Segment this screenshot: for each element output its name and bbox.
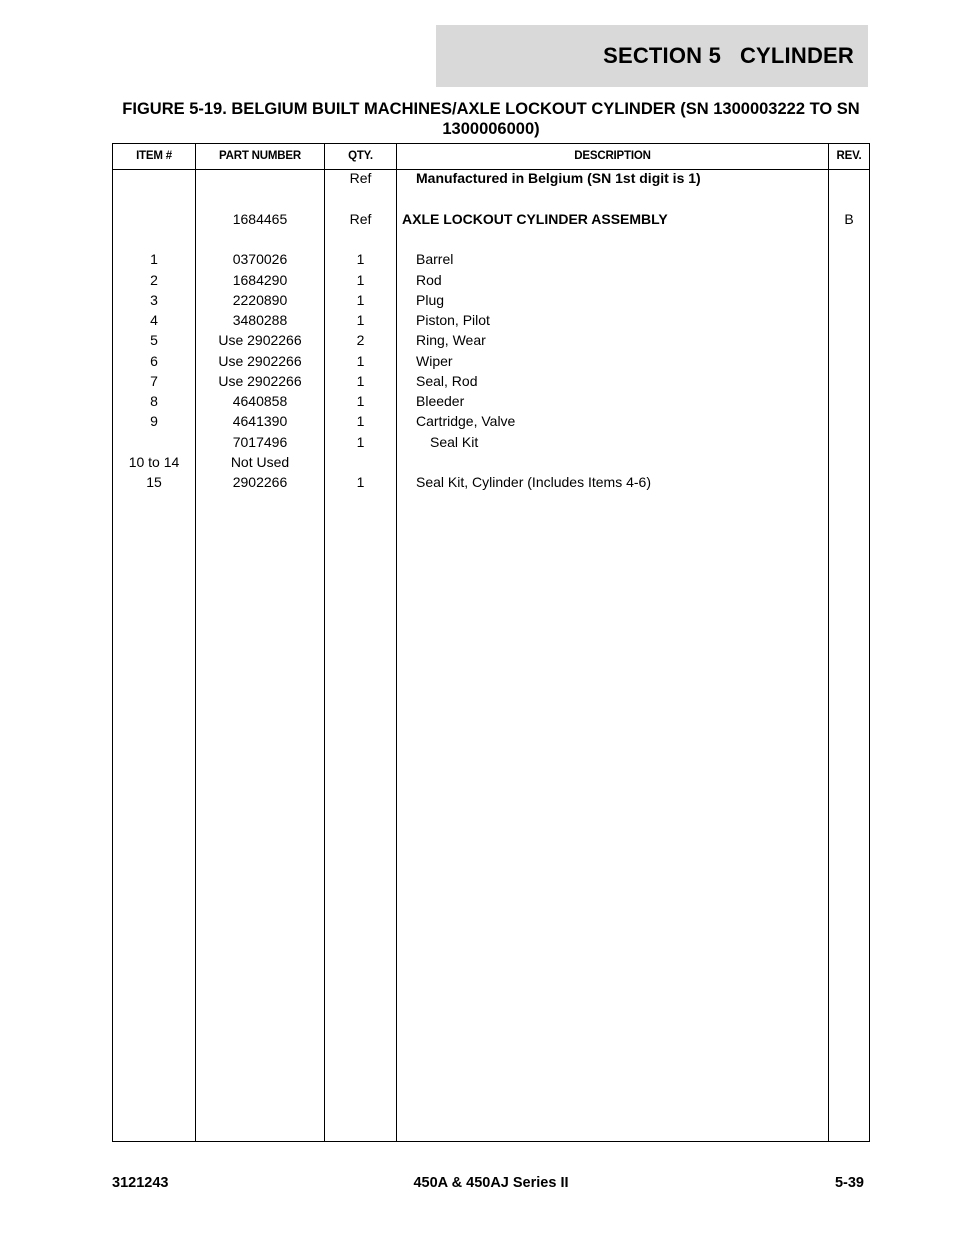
table-row (113, 371, 869, 391)
row-qty: 1 (356, 353, 365, 369)
footer-page-number: 5-39 (834, 1175, 864, 1191)
row-description: Manufactured in Belgium (SN 1st digit is 1) (416, 170, 701, 186)
row-item: 15 (146, 474, 162, 490)
table-row (113, 209, 869, 229)
row-item: 8 (150, 393, 158, 409)
row-part-number: 3480288 (232, 312, 288, 328)
row-description: Rod (416, 272, 442, 288)
table-row (113, 290, 869, 310)
row-qty: 2 (356, 332, 365, 348)
row-qty: 1 (356, 373, 365, 389)
row-item: 4 (150, 312, 158, 328)
parts-table (112, 143, 870, 1142)
table-row (113, 249, 869, 269)
row-description: Barrel (416, 251, 454, 267)
header-item: ITEM # (136, 150, 172, 162)
table-row (113, 168, 869, 188)
row-item: 5 (150, 332, 158, 348)
row-qty: 1 (356, 251, 365, 267)
section-header (436, 25, 868, 87)
row-part-number: 7017496 (232, 434, 288, 450)
page-footer (112, 1175, 870, 1195)
row-item: 9 (150, 413, 158, 429)
table-row (113, 432, 869, 452)
header-rev: REV. (836, 150, 862, 162)
row-rev: B (844, 211, 854, 227)
footer-model: 450A & 450AJ Series II (413, 1175, 569, 1191)
row-part-number: 0370026 (232, 251, 288, 267)
row-description: Cartridge, Valve (416, 413, 516, 429)
header-qty: QTY. (348, 150, 373, 162)
table-row (113, 452, 869, 472)
row-part-number: Use 2902266 (218, 373, 302, 389)
row-description: Seal Kit (430, 434, 479, 450)
row-description: Bleeder (416, 393, 465, 409)
row-qty: 1 (356, 393, 365, 409)
row-description: Wiper (416, 353, 453, 369)
table-row (113, 351, 869, 371)
table-row (113, 391, 869, 411)
row-part-number: 2220890 (232, 292, 288, 308)
footer-doc-number: 3121243 (112, 1175, 169, 1191)
table-row (113, 270, 869, 290)
row-description: AXLE LOCKOUT CYLINDER ASSEMBLY (402, 211, 668, 227)
row-item: 3 (150, 292, 158, 308)
row-qty: 1 (356, 312, 365, 328)
row-description: Piston, Pilot (416, 312, 490, 328)
row-qty: 1 (356, 434, 365, 450)
table-row (113, 310, 869, 330)
row-part-number: 1684465 (232, 211, 288, 227)
row-item: 2 (150, 272, 158, 288)
figure-title: FIGURE 5-19. BELGIUM BUILT MACHINES/AXLE LOCKOUT CYLINDER (SN 1300003222 TO SN 1300006000) (122, 100, 860, 138)
row-qty: 1 (356, 413, 365, 429)
row-item: 7 (150, 373, 158, 389)
row-part-number: 4641390 (232, 413, 288, 429)
row-part-number: 1684290 (232, 272, 288, 288)
row-item: 1 (150, 251, 158, 267)
row-qty: 1 (356, 474, 365, 490)
row-qty: Ref (349, 211, 372, 227)
table-row (113, 411, 869, 431)
row-description: Seal Kit, Cylinder (Includes Items 4-6) (416, 474, 651, 490)
table-row (113, 472, 869, 492)
row-description: Ring, Wear (416, 332, 486, 348)
row-qty: 1 (356, 272, 365, 288)
row-qty: Ref (349, 170, 372, 186)
row-part-number: Use 2902266 (218, 332, 302, 348)
row-part-number: Use 2902266 (218, 353, 302, 369)
table-row (113, 330, 869, 350)
row-description: Plug (416, 292, 445, 308)
row-part-number: 4640858 (232, 393, 288, 409)
header-description: DESCRIPTION (574, 150, 651, 162)
table-header (113, 144, 869, 170)
row-part-number: 2902266 (232, 474, 288, 490)
row-item: 10 to 14 (128, 454, 180, 470)
header-part-number: PART NUMBER (219, 150, 301, 162)
row-description: Seal, Rod (416, 373, 478, 389)
row-item: 6 (150, 353, 158, 369)
section-title: SECTION 5 CYLINDER (603, 43, 854, 68)
row-part-number: Not Used (230, 454, 290, 470)
row-qty: 1 (356, 292, 365, 308)
